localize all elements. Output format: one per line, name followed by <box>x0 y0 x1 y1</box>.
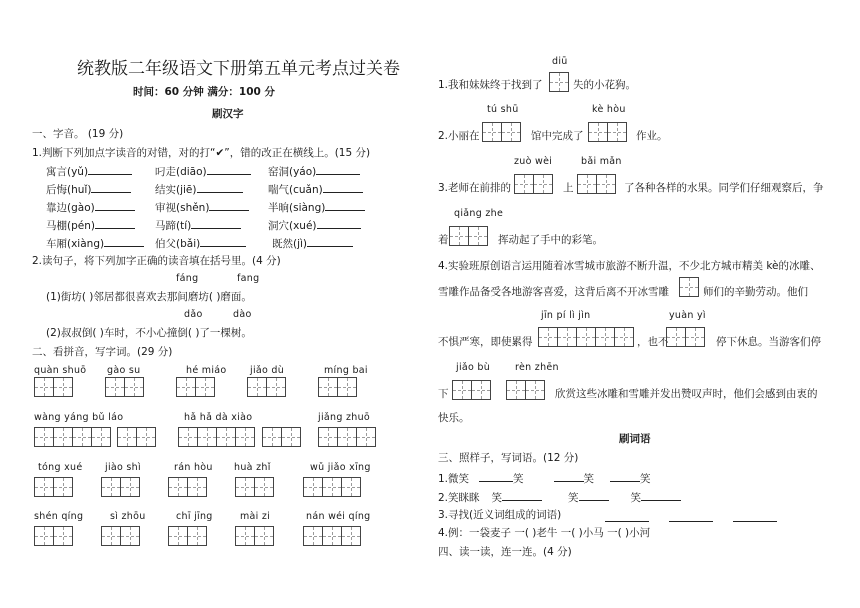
fill-sentence-4h: 欣赏这些冰雕和雪雕并发出赞叹声时，他们会感到由衷的 <box>555 388 818 400</box>
sentence-1: (1)街坊( )邻居都很喜欢去那间磨坊( )磨面。 <box>46 291 252 303</box>
pron-item: 伯父(bǎi) <box>155 235 246 251</box>
q3-line2: 2.笑眯眯 笑 笑 笑 <box>438 489 681 505</box>
pinyin-label: wàng yáng bǔ láo <box>34 412 124 423</box>
fill-sentence-2c: 作业。 <box>636 130 668 142</box>
fill-sentence-3d: 着 <box>438 234 449 246</box>
answer-blank[interactable] <box>317 217 361 229</box>
answer-blank[interactable] <box>579 489 609 501</box>
answer-blank[interactable] <box>88 163 132 175</box>
pron-item: 喘气(cuǎn) <box>268 181 363 197</box>
pinyin-hint: yuàn yì <box>669 310 706 321</box>
fill-sentence-4g: 下 <box>438 388 449 400</box>
pron-item: 寓言(yǔ) <box>46 163 132 179</box>
answer-blank[interactable] <box>197 181 243 193</box>
answer-blank[interactable] <box>207 163 251 175</box>
pinyin-label: jiǎng zhuō <box>318 412 371 423</box>
char-grid[interactable] <box>303 526 361 546</box>
char-grid[interactable] <box>514 174 553 194</box>
pron-item: 车厢(xiàng) <box>46 235 144 251</box>
char-grid[interactable] <box>318 427 376 447</box>
q3-line1: 1.微笑 笑 笑 笑 <box>438 470 651 486</box>
pinyin-hint: jiǎo bù <box>456 362 491 373</box>
pinyin-label: jiào shì <box>105 462 141 473</box>
fill-sentence-4e: ，也不 <box>637 336 669 348</box>
char-grid[interactable] <box>538 327 634 347</box>
pron-item: 靠边(gào) <box>46 199 135 215</box>
answer-blank[interactable] <box>325 199 365 211</box>
page-title: 统教版二年级语文下册第五单元考点过关卷 <box>77 59 400 79</box>
fill-sentence-2b: 馆中完成了 <box>531 130 584 142</box>
char-grid[interactable] <box>318 377 357 397</box>
pron-item: 审视(shěn) <box>155 199 249 215</box>
char-grid[interactable] <box>101 526 140 546</box>
char-grid[interactable] <box>577 174 616 194</box>
pron-item: 马蹄(tí) <box>155 217 241 233</box>
fill-sentence-3c: 了各种各样的水果。同学们仔细观察后，争 <box>624 182 824 194</box>
answer-blank[interactable] <box>95 217 135 229</box>
answer-blank-row <box>605 507 777 526</box>
pinyin-hint: jīn pí lì jìn <box>541 310 591 321</box>
pron-item: 既然(jì) <box>272 235 353 251</box>
char-grid[interactable] <box>178 427 255 447</box>
q3-line3: 3.寻找(近义词组成的词语) <box>438 509 562 521</box>
pron-item: 结实(jiē) <box>155 181 243 197</box>
q4-heading: 四、读一读，连一连。(4 分) <box>438 546 572 558</box>
fill-sentence-4a: 4.实验班原创语言运用随着冰雪城市旅游不断升温，不少北方城市精美 kè的冰雕、 <box>438 260 821 272</box>
q2-heading: 二、看拼音，写字词。(29 分) <box>32 346 173 358</box>
answer-blank[interactable] <box>669 510 713 522</box>
answer-blank[interactable] <box>316 163 360 175</box>
char-grid[interactable] <box>105 377 144 397</box>
fill-sentence-4i: 快乐。 <box>438 412 470 424</box>
answer-blank[interactable] <box>733 510 777 522</box>
q1-part2-instruction: 2.读句子，将下列加字正确的读音填在括号里。(4 分) <box>32 255 281 267</box>
fill-sentence-4c: 师们的辛勤劳动。他们 <box>703 286 808 298</box>
char-grid[interactable] <box>449 226 488 246</box>
char-grid[interactable] <box>168 477 207 497</box>
answer-blank[interactable] <box>502 489 542 501</box>
pinyin-label: rán hòu <box>174 462 213 473</box>
char-grid[interactable] <box>482 122 521 142</box>
fill-sentence-3b: 上 <box>563 182 574 194</box>
q3-heading: 三、照样子，写词语。(12 分) <box>438 452 579 464</box>
char-grid[interactable] <box>679 277 699 297</box>
pinyin-hint: diū <box>552 56 568 67</box>
char-grid[interactable] <box>235 526 274 546</box>
char-grid[interactable] <box>588 122 627 142</box>
pinyin-label: hé miáo <box>186 365 227 376</box>
pinyin-hint: zuò wèi <box>514 156 553 167</box>
fill-sentence-4d: 不惧严寒，即使累得 <box>438 336 533 348</box>
q3-line4: 4.例：一袋麦子 一( )老牛 一( )小马 一( )小河 <box>438 527 651 539</box>
sentence-2: (2)叔叔倒( )车时，不小心撞倒( )了一棵树。 <box>46 327 252 339</box>
char-grid[interactable] <box>34 427 111 447</box>
answer-blank[interactable] <box>209 199 249 211</box>
fill-sentence-4b: 雪雕作品备受各地游客喜爱，这背后离不开冰雪雕 <box>438 286 669 298</box>
pinyin-label: míng bai <box>324 365 368 376</box>
char-grid[interactable] <box>34 526 73 546</box>
pron-item: 叼走(diāo) <box>155 163 251 179</box>
pinyin-label: gào su <box>107 365 141 376</box>
section-heading-ciyu: 刷词语 <box>619 433 651 445</box>
char-grid[interactable] <box>235 477 274 497</box>
pinyin-label: nán wéi qíng <box>306 511 371 522</box>
answer-blank[interactable] <box>323 181 363 193</box>
q1-heading: 一、字音。 (19 分) <box>32 128 124 140</box>
fill-sentence-2a: 2.小丽在 <box>438 130 480 142</box>
answer-blank[interactable] <box>479 470 513 482</box>
char-grid[interactable] <box>117 427 156 447</box>
answer-blank[interactable] <box>554 470 584 482</box>
answer-blank[interactable] <box>641 489 681 501</box>
answer-blank[interactable] <box>307 235 353 247</box>
char-grid[interactable] <box>452 380 491 400</box>
fill-sentence-3a: 3.老师在前排的 <box>438 182 512 194</box>
pron-item: 半晌(siàng) <box>268 199 365 215</box>
pinyin-label: chī jīng <box>176 511 213 522</box>
pinyin-hint: fang <box>237 273 260 284</box>
answer-blank[interactable] <box>610 470 640 482</box>
pinyin-label: hǎ hǎ dà xiào <box>184 412 253 423</box>
fill-sentence-3e: 挥动起了手中的彩笔。 <box>498 234 603 246</box>
pinyin-label: mài zi <box>240 511 271 522</box>
pinyin-hint: dào <box>233 309 252 320</box>
char-grid[interactable] <box>506 380 545 400</box>
pinyin-label: quàn shuō <box>34 365 87 376</box>
pinyin-label: huà zhǐ <box>234 462 271 473</box>
pinyin-label: shén qíng <box>34 511 84 522</box>
pinyin-hint: qiǎng zhe <box>454 208 504 219</box>
fill-sentence-1b: 失的小花狗。 <box>573 79 636 91</box>
char-grid[interactable] <box>168 526 207 546</box>
pinyin-label: wǔ jiǎo xīng <box>310 462 371 473</box>
pinyin-hint: tú shū <box>487 104 519 115</box>
char-grid[interactable] <box>262 427 301 447</box>
char-grid[interactable] <box>34 377 73 397</box>
char-grid[interactable] <box>303 477 361 497</box>
char-grid[interactable] <box>101 477 140 497</box>
pron-item: 后悔(huǐ) <box>46 181 131 197</box>
pinyin-hint: bǎi mǎn <box>581 156 622 167</box>
char-grid[interactable] <box>34 477 73 497</box>
char-grid[interactable] <box>247 377 286 397</box>
q1-instruction: 1.判断下列加点字读音的对错，对的打“✔”，错的改正在横线上。(15 分) <box>32 147 371 159</box>
pron-item: 窑洞(yáo) <box>268 163 360 179</box>
pinyin-label: jiǎo dù <box>250 365 285 376</box>
pron-item: 马棚(pén) <box>46 217 135 233</box>
char-grid[interactable] <box>549 72 569 92</box>
exam-meta: 时间：60 分钟 满分：100 分 <box>133 86 275 98</box>
char-grid[interactable] <box>176 377 215 397</box>
answer-blank[interactable] <box>95 199 135 211</box>
pinyin-hint: rèn zhēn <box>515 362 559 373</box>
pinyin-label: tóng xué <box>38 462 83 473</box>
fill-sentence-4f: 停下休息。当游客们停 <box>716 336 821 348</box>
answer-blank[interactable] <box>104 235 144 247</box>
pinyin-hint: fáng <box>176 273 199 284</box>
answer-blank[interactable] <box>200 235 246 247</box>
pinyin-hint: dǎo <box>184 309 203 320</box>
section-heading-hanzi: 刷汉字 <box>212 108 244 120</box>
fill-sentence-1a: 1.我和妹妹终于找到了 <box>438 79 543 91</box>
pron-item: 洞穴(xué) <box>268 217 361 233</box>
char-grid[interactable] <box>666 327 705 347</box>
answer-blank[interactable] <box>91 181 131 193</box>
answer-blank[interactable] <box>605 510 649 522</box>
pinyin-label: sì zhōu <box>110 511 146 522</box>
answer-blank[interactable] <box>191 217 241 229</box>
pinyin-hint: kè hòu <box>592 104 626 115</box>
